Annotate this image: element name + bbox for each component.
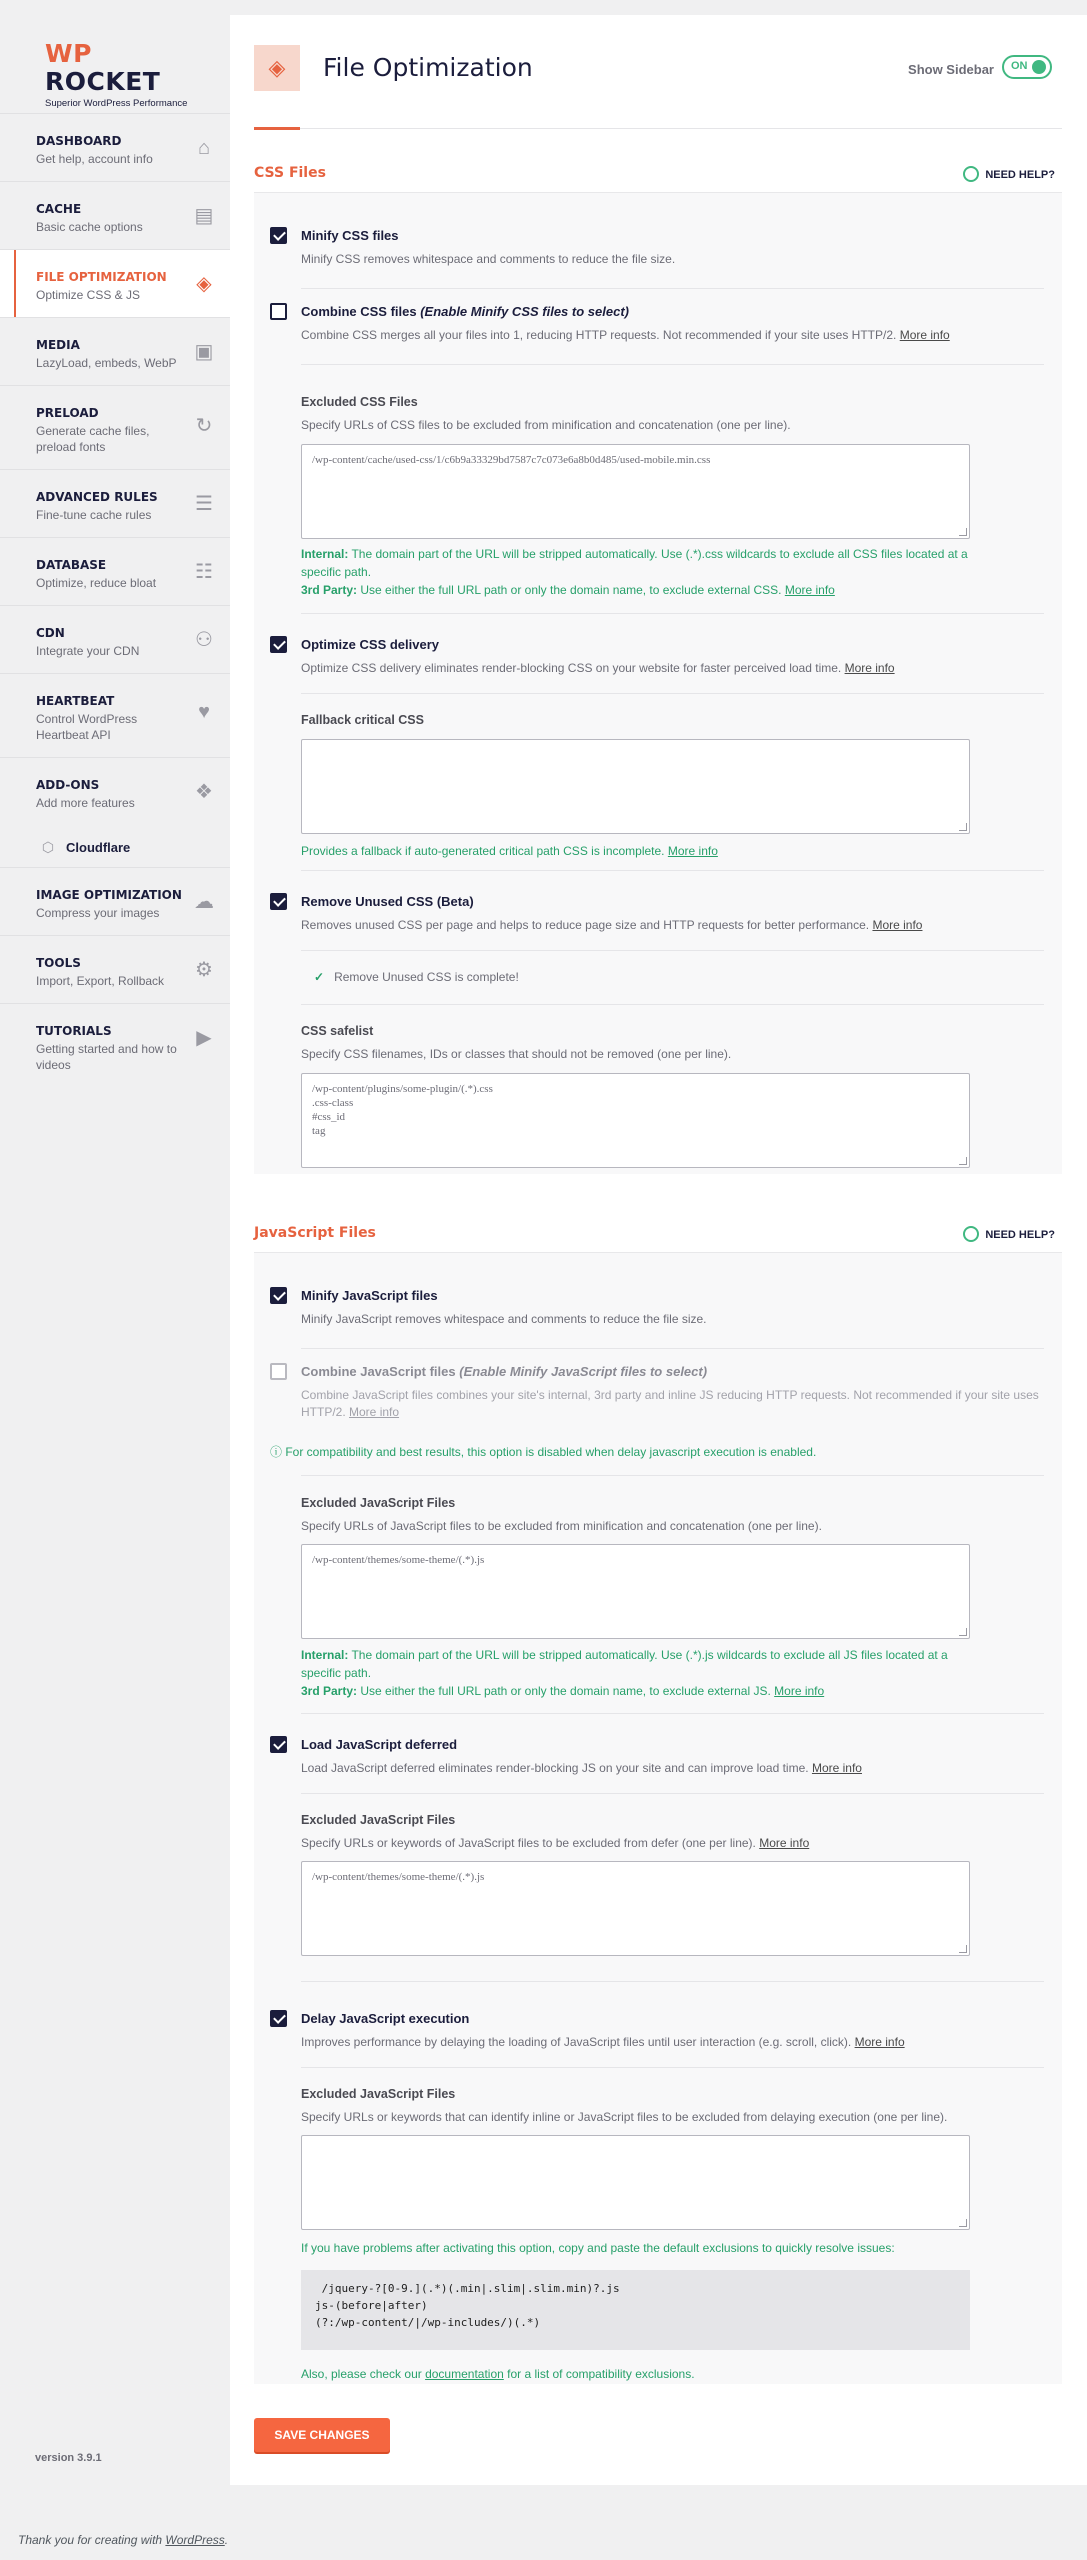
css-safelist-title: CSS safelist [301,1024,374,1038]
sidebar-item-cache[interactable] [0,181,230,249]
sidebar-item-heartbeat[interactable] [0,673,230,757]
file-icon: ▤ [194,205,214,227]
more-info-link[interactable]: More info [899,328,950,342]
divider [301,1004,1044,1005]
option-title: Combine JavaScript files (Enable Minify JavaScript files to select) [301,1364,708,1379]
option-desc: Removes unused CSS per page and helps to reduce page size and HTTP requests for better performance. More info [301,918,923,932]
css-panel [254,192,1062,1174]
sidebar-item-media[interactable] [0,317,230,385]
option-title: Delay JavaScript execution [301,2011,470,2026]
excluded-css-desc: Specify URLs of CSS files to be excluded from minification and concatenation (one per line). [301,418,791,432]
divider [301,1475,1044,1476]
option-desc: Minify CSS removes whitespace and comments to reduce the file size. [301,252,676,266]
sidebar-item-title: PRELOAD [36,406,99,420]
sidebar-item-preload[interactable] [0,385,230,469]
minify-js-checkbox[interactable] [270,1287,287,1304]
sidebar-item-title: CDN [36,626,65,640]
sidebar-item-title: TUTORIALS [36,1024,112,1038]
wp-rocket-logo[interactable] [45,40,205,109]
option-title: Optimize CSS delivery [301,637,439,652]
cdn-icon: ⚇ [195,629,213,651]
show-sidebar-label: Show Sidebar [908,62,994,77]
help-icon [963,1226,979,1242]
sidebar-item-sub: Get help, account info [36,152,153,166]
third-party-help: 3rd Party: Use either the full URL path or only the domain name, to exclude external CSS. More info [301,583,835,597]
main-content [230,15,1087,2485]
option-title: Minify JavaScript files [301,1288,438,1303]
sidebar-item-add-ons[interactable] [0,757,230,825]
footer-credit: Thank you for creating with WordPress. [18,2533,229,2547]
sidebar-item-sub: Integrate your CDN [36,644,140,658]
database-icon: ☷ [195,561,213,583]
addons-icon: ❖ [195,781,213,803]
page-title: File Optimization [323,53,533,82]
fallback-css-textarea[interactable] [301,739,970,834]
help-icon [963,166,979,182]
logo-tagline: Superior WordPress Performance [45,98,188,109]
option-title: Combine CSS files (Enable Minify CSS files to select) [301,304,629,319]
optimize-css-delivery-checkbox[interactable] [270,636,287,653]
rucss-status: ✓ Remove Unused CSS is complete! [314,970,519,984]
sidebar-item-dashboard[interactable] [0,113,230,181]
list-icon: ☰ [195,493,213,515]
sidebar-item-sub: Getting started and how to videos [36,1042,177,1072]
sidebar-item-file-optimization[interactable] [0,249,230,317]
sidebar-item-title: DASHBOARD [36,134,122,148]
remove-unused-css-checkbox[interactable] [270,893,287,910]
sidebar-item-database[interactable] [0,537,230,605]
third-party-help: 3rd Party: Use either the full URL path or only the domain name, to exclude external JS. More info [301,1684,825,1698]
excluded-js-help [301,1646,981,1700]
excluded-js-title: Excluded JavaScript Files [301,1496,456,1510]
excluded-js-desc: Specify URLs of JavaScript files to be excluded from minification and concatenation (one per line). [301,1519,822,1533]
sidebar-item-sub: Add more features [36,796,135,810]
divider [301,1981,1044,1982]
check-icon: ✓ [314,970,325,984]
delay-js-checkbox[interactable] [270,2010,287,2027]
defer-excluded-js-title: Excluded JavaScript Files [301,1813,456,1827]
load-js-deferred-checkbox[interactable] [270,1736,287,1753]
sidebar-item-tutorials[interactable] [0,1003,230,1087]
option-desc: Optimize CSS delivery eliminates render-blocking CSS on your website for faster perceived load time. More info [301,661,895,675]
fallback-css-title: Fallback critical CSS [301,713,424,727]
divider [301,693,1044,694]
sidebar-item-cloudflare[interactable] [0,825,230,867]
sidebar-item-title: MEDIA [36,338,80,352]
internal-help: Internal: The domain part of the URL will be stripped automatically. Use (.*).js wildcards to exclude all JS files located at a specific path. [301,1648,948,1680]
divider [301,288,1044,289]
defer-excluded-js-desc: Specify URLs or keywords of JavaScript files to be excluded from defer (one per line). More info [301,1836,810,1850]
more-info-link[interactable]: More info [784,583,835,597]
heartbeat-icon: ♥ [198,701,210,723]
minify-css-checkbox[interactable] [270,227,287,244]
option-desc: Load JavaScript deferred eliminates render-blocking JS on your site and can improve load time. More info [301,1761,862,1775]
combine-js-checkbox[interactable] [270,1363,287,1380]
cloudflare-icon: ⬡ [41,839,55,855]
delay-excluded-js-desc: Specify URLs or keywords that can identify inline or JavaScript files to be excluded from delaying execution (one per line). [301,2110,948,2124]
documentation-note: Also, please check our documentation for a list of compatibility exclusions. [301,2367,695,2381]
need-help-label: NEED HELP? [985,169,1055,181]
excluded-css-help [301,545,981,599]
divider [301,1793,1044,1794]
more-info-link[interactable]: More info [844,661,895,675]
option-title: Remove Unused CSS (Beta) [301,894,474,909]
option-desc: Improves performance by delaying the loading of JavaScript files until user interaction (e.g. scroll, click). More info [301,2035,905,2049]
option-title: Minify CSS files [301,228,399,243]
sidebar-item-sub: Fine-tune cache rules [36,508,152,522]
fallback-css-note: Provides a fallback if auto-generated critical path CSS is incomplete. More info [301,844,718,858]
divider [301,1713,1044,1714]
sidebar-item-sub: LazyLoad, embeds, WebP [36,356,177,370]
css-safelist-desc: Specify CSS filenames, IDs or classes that should not be removed (one per line). [301,1047,732,1061]
more-info-link[interactable]: More info [667,844,718,858]
layers-icon: ◈ [196,273,212,295]
more-info-link[interactable]: More info [759,1836,810,1850]
more-info-link[interactable]: More info [774,1684,825,1698]
toggle-state: ON [1011,60,1028,72]
sidebar-item-sub: Compress your images [36,906,160,920]
play-icon: ▶ [196,1027,212,1049]
header-accent [254,127,300,130]
delay-excluded-js-title: Excluded JavaScript Files [301,2087,456,2101]
home-icon: ⌂ [197,137,211,159]
sidebar-item-advanced-rules[interactable] [0,469,230,537]
internal-help: Internal: The domain part of the URL will be stripped automatically. Use (.*).css wildcards to exclude all CSS files located at a specific path. [301,547,968,579]
sidebar-item-sub: Optimize, reduce bloat [36,576,157,590]
sidebar-item-title: ADD-ONS [36,778,100,792]
sidebar-item-sub: Control WordPress Heartbeat API [36,712,138,742]
sidebar-item-title: Cloudflare [66,840,131,855]
image-icon: ▣ [194,341,214,363]
image-opt-icon: ☁ [194,891,214,913]
more-info-link[interactable]: More info [854,2035,905,2049]
divider [301,870,1044,871]
refresh-icon: ↻ [195,415,213,437]
delay-problems-note: If you have problems after activating this option, copy and paste the default exclusions to quickly resolve issues: [301,2241,895,2255]
delay-excluded-js-textarea[interactable] [301,2135,970,2230]
sidebar-item-cdn[interactable] [0,605,230,673]
sidebar-item-title: DATABASE [36,558,107,572]
css-safelist-textarea[interactable]: /wp-content/plugins/some-plugin/(.*).css .css-class #css_id tag [301,1073,970,1168]
excluded-css-title: Excluded CSS Files [301,395,418,409]
defer-excluded-js-textarea[interactable]: /wp-content/themes/some-theme/(.*).js [301,1861,970,1956]
show-sidebar-toggle[interactable] [1002,55,1052,79]
layers-icon: ◈ [254,45,300,91]
save-changes-button[interactable]: SAVE CHANGES [254,2418,390,2452]
default-exclusions-code: /jquery-?[0-9.](.*)(.min|.slim|.slim.min)?.js js-(before|after) (?:/wp-content/|/wp-includes/)(.*) [301,2270,970,2350]
option-title: Load JavaScript deferred [301,1737,458,1752]
logo-main: ROCKET [45,67,161,96]
page-header [254,45,1062,129]
more-info-link[interactable]: More info [349,1405,400,1419]
sidebar-item-title: FILE OPTIMIZATION [36,270,167,284]
combine-css-checkbox[interactable] [270,303,287,320]
sidebar-item-sub: Optimize CSS & JS [36,288,141,302]
sidebar-item-title: HEARTBEAT [36,694,115,708]
sidebar-item-tools[interactable] [0,935,230,1003]
divider [301,950,1044,951]
sidebar-item-sub: Generate cache files, preload fonts [36,424,150,454]
sidebar-nav [0,113,230,1087]
logo-prefix: WP [45,39,92,68]
sidebar-item-title: IMAGE OPTIMIZATION [36,888,182,902]
excluded-css-textarea[interactable]: /wp-content/cache/used-css/1/c6b9a33329bd7587c7c073e6a8b0d485/used-mobile.min.css [301,444,970,539]
sidebar-item-title: TOOLS [36,956,81,970]
divider [301,613,1044,614]
need-help-link[interactable] [963,1226,1055,1242]
option-desc: Combine JavaScript files combines your site's internal, 3rd party and inline JS reducing HTTP requests. Not recommended if your site uses HTTP/2. More info [301,1388,1039,1419]
wordpress-link[interactable]: WordPress [165,2533,225,2547]
js-panel [254,1252,1062,2384]
sidebar-item-title: ADVANCED RULES [36,490,158,504]
toggle-knob [1032,60,1046,74]
excluded-js-textarea[interactable]: /wp-content/themes/some-theme/(.*).js [301,1544,970,1639]
more-info-link[interactable]: More info [811,1761,862,1775]
section-title-css: CSS Files [254,165,326,181]
sidebar-item-title: CACHE [36,202,82,216]
divider [301,364,1044,365]
divider [301,2067,1044,2068]
sidebar-item-image-optimization[interactable] [0,867,230,935]
more-info-link[interactable]: More info [872,918,923,932]
documentation-link[interactable]: documentation [425,2367,504,2381]
sidebar [0,0,230,2490]
option-desc: Combine CSS merges all your files into 1, reducing HTTP requests. Not recommended if your site uses HTTP/2. More info [301,328,950,342]
version-label: version 3.9.1 [35,2452,102,2464]
need-help-label: NEED HELP? [985,1229,1055,1241]
section-title-js: JavaScript Files [254,1225,376,1241]
combine-js-notice: ⓘ For compatibility and best results, this option is disabled when delay javascript execution is enabled. [270,1445,817,1459]
need-help-link[interactable] [963,166,1055,182]
option-desc: Minify JavaScript removes whitespace and comments to reduce the file size. [301,1312,707,1326]
tools-icon: ⚙ [195,959,213,981]
sidebar-item-sub: Import, Export, Rollback [36,974,165,988]
divider [301,1348,1044,1349]
sidebar-item-sub: Basic cache options [36,220,143,234]
info-icon: ⓘ [270,1445,286,1459]
